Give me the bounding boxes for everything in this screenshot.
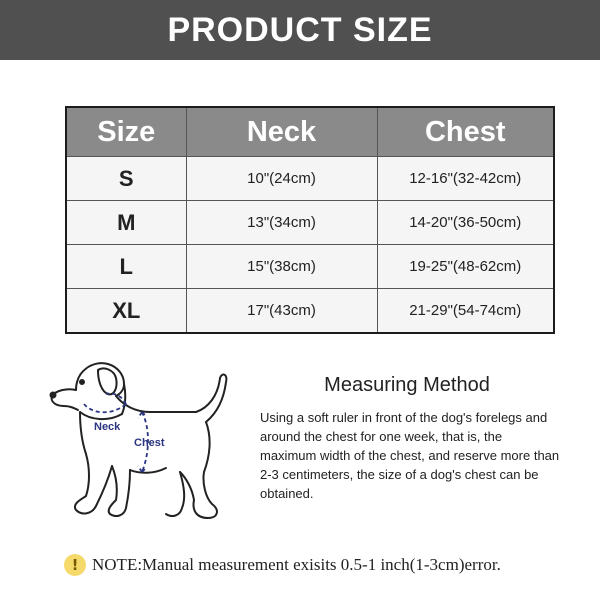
size-cell: XL — [66, 289, 186, 334]
header-neck: Neck — [186, 107, 377, 157]
neck-label: Neck — [94, 421, 121, 433]
header-banner — [0, 0, 600, 60]
dog-illustration — [46, 348, 246, 533]
header-chest: Chest — [377, 107, 554, 157]
chest-cell: 14-20"(36-50cm) — [377, 201, 554, 245]
neck-arrow-icon — [84, 393, 126, 412]
note-text: NOTE:Manual measurement exisits 0.5-1 inch(1-3cm)error. — [92, 555, 501, 574]
measuring-description: Using a soft ruler in front of the dog's forelegs and around the chest for one week, that is, the maximum width of the chest, and reserve more than 2-3 centimeters, the size of a dog's chest can be obtained. — [260, 410, 560, 501]
table-row — [66, 289, 554, 334]
table-row — [66, 245, 554, 289]
measuring-title: Measuring Method — [324, 374, 490, 396]
note-row — [64, 552, 501, 578]
size-cell: M — [66, 201, 186, 245]
exclamation-icon: ! — [64, 554, 86, 576]
size-cell: L — [66, 245, 186, 289]
size-table — [65, 106, 555, 334]
neck-cell: 17"(43cm) — [186, 289, 377, 334]
header-size: Size — [66, 107, 186, 157]
neck-cell: 15"(38cm) — [186, 245, 377, 289]
neck-cell: 10"(24cm) — [186, 157, 377, 201]
size-cell: S — [66, 157, 186, 201]
chest-cell: 19-25"(48-62cm) — [377, 245, 554, 289]
table-row — [66, 157, 554, 201]
chest-cell: 12-16"(32-42cm) — [377, 157, 554, 201]
neck-cell: 13"(34cm) — [186, 201, 377, 245]
page-title: PRODUCT SIZE — [167, 10, 433, 49]
table-row — [66, 201, 554, 245]
table-header-row — [66, 107, 554, 157]
chest-cell: 21-29"(54-74cm) — [377, 289, 554, 334]
chest-label: Chest — [134, 437, 165, 449]
